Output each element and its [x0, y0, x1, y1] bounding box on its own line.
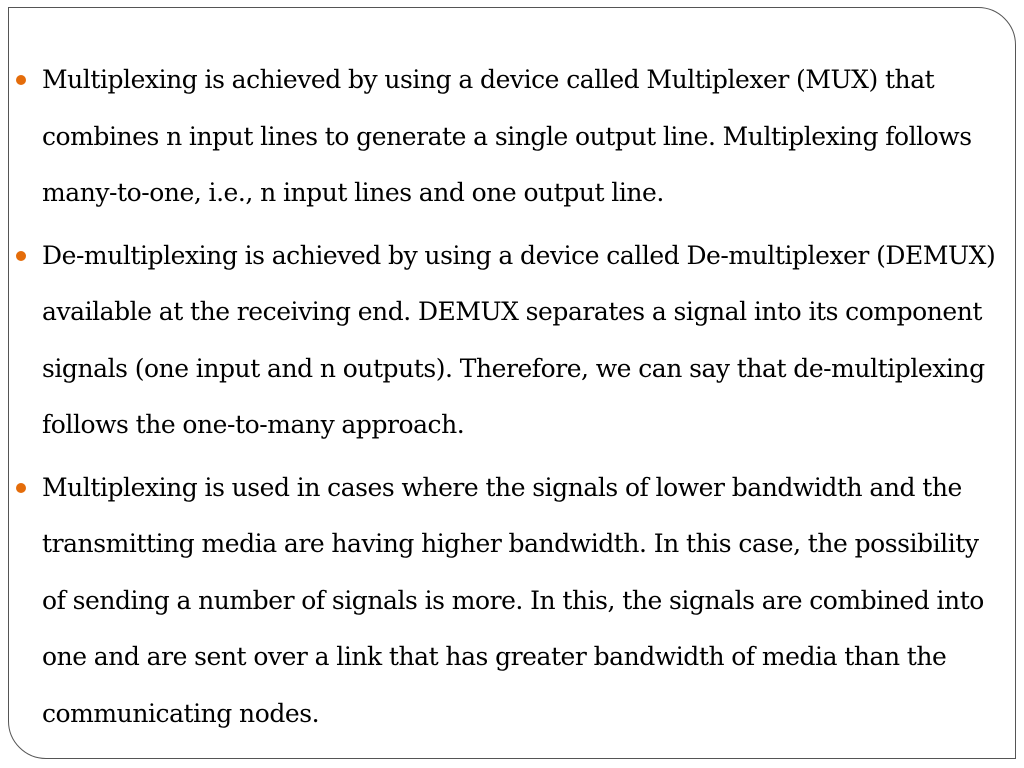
bullet-item-multiplexer [9, 52, 1017, 222]
bullet-text: Multiplexing is used in cases where the signals of lower bandwidth and the transmitting media are having higher bandwidth. In this case, the possibility of sending a number of signals is more. In this, the signals are combined into one and are sent over a link that has greater bandwidth of media than the communicating nodes. [42, 472, 984, 728]
bullet-dot-icon [16, 75, 26, 85]
slide-frame [8, 7, 1016, 759]
bullet-dot-icon [16, 483, 26, 493]
bullet-text: Multiplexing is achieved by using a device called Multiplexer (MUX) that combines n input lines to generate a single output line. Multiplexing follows many-to-one, i.e., n input lines and one output line. [42, 65, 972, 207]
bullet-list [9, 52, 1017, 748]
bullet-text: De-multiplexing is achieved by using a device called De-multiplexer (DEMUX) available at the receiving end. DEMUX separates a signal into its component signals (one input and n outputs). Therefore, we can say that de-multiplexing follows the one-to-many approach. [42, 240, 996, 439]
bullet-dot-icon [16, 251, 26, 261]
bullet-item-bandwidth-use [9, 460, 1017, 743]
bullet-item-demultiplexer [9, 228, 1017, 454]
